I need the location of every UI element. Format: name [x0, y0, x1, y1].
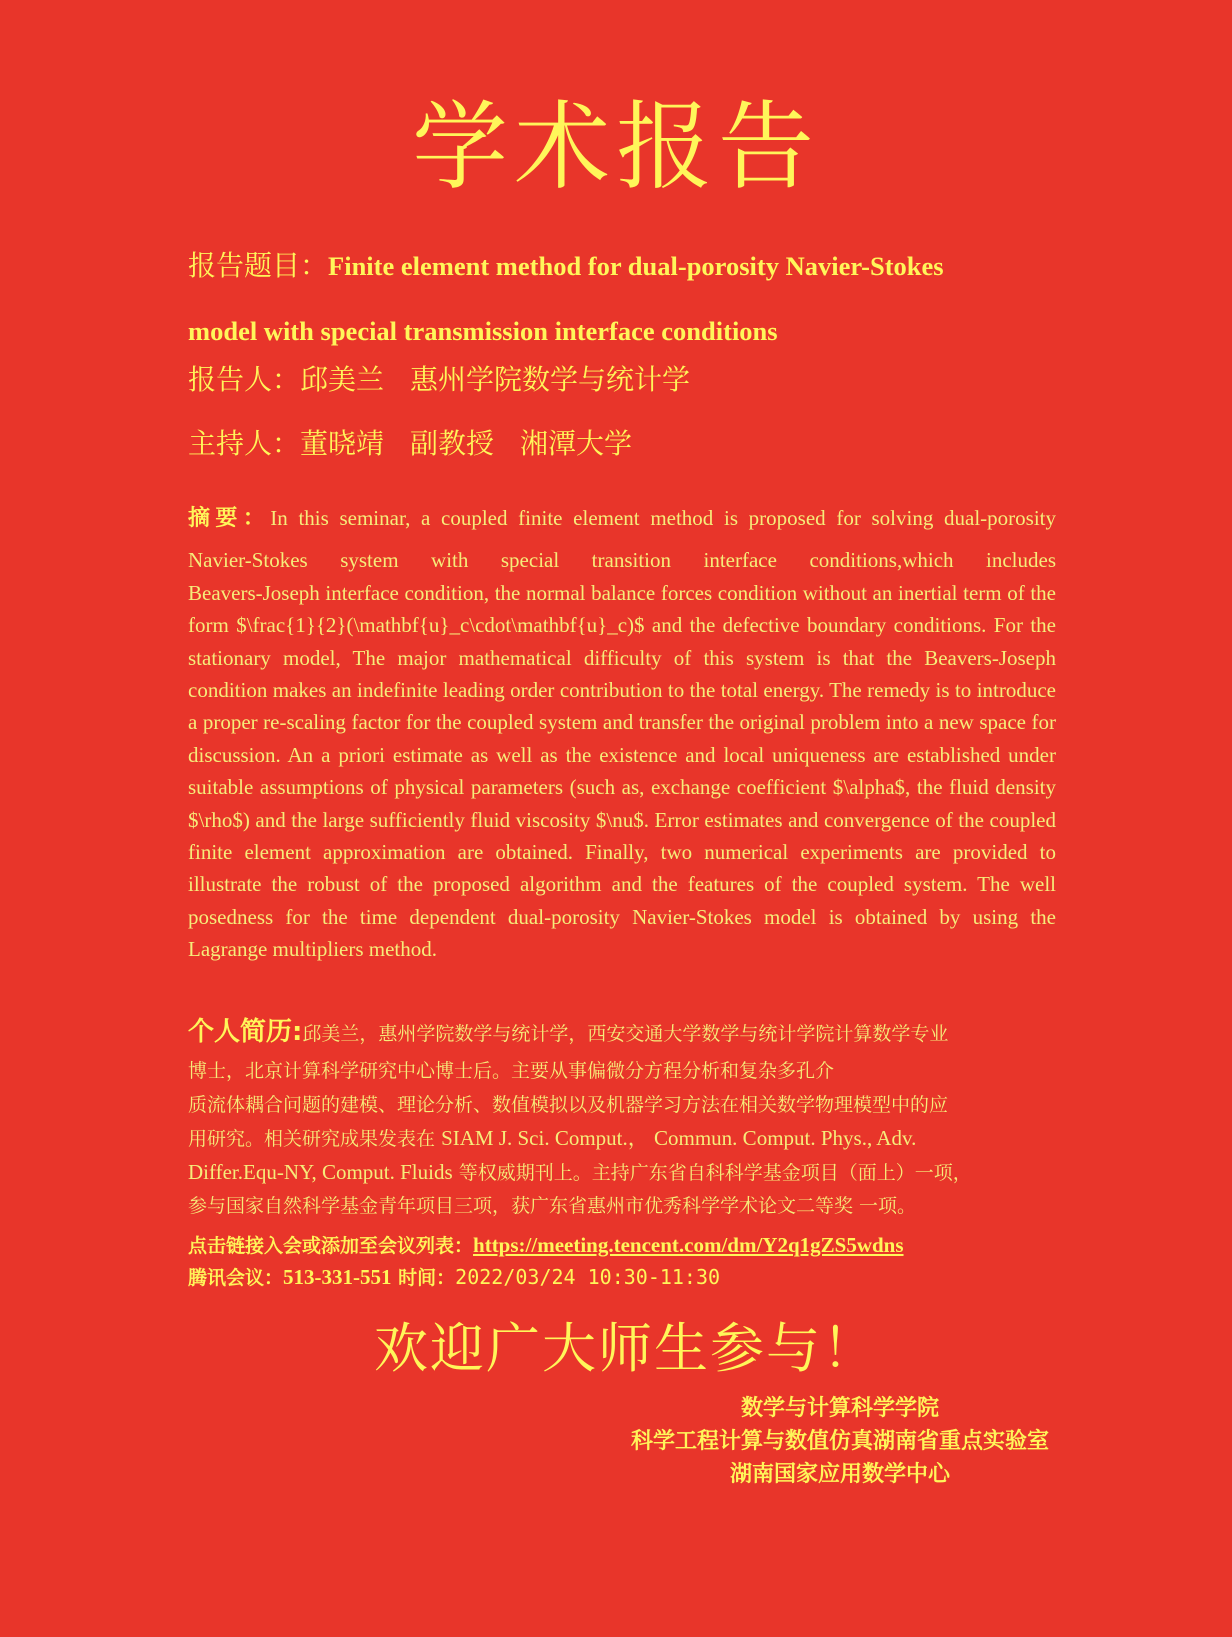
- abstract: [188, 502, 1056, 966]
- bio-line3: 质流体耦合问题的建模、理论分析、数值模拟以及机器学习方法在相关数学物理模型中的应: [188, 1093, 949, 1116]
- meeting-link[interactable]: https://meeting.tencent.com/dm/Y2q1gZS5wdns: [473, 1233, 904, 1257]
- time-label: 时间：: [398, 1267, 456, 1289]
- bio-line4b: SIAM J. Sci. Comput.， Commun. Comput. Phys., Adv.: [441, 1125, 917, 1150]
- bio-line4a: 用研究。相关研究成果发表在: [188, 1127, 436, 1150]
- host-name: 董晓靖: [300, 427, 385, 460]
- meeting-id-line: [188, 1262, 1056, 1294]
- report-topic: [188, 234, 1056, 364]
- speaker-label: 报告人：: [188, 363, 301, 396]
- bio-line1: 邱美兰，惠州学院数学与统计学，西安交通大学数学与统计学院计算数学专业: [302, 1023, 949, 1045]
- host-line: [188, 428, 1056, 460]
- bio-label: 个人简历:: [188, 1017, 303, 1047]
- abstract-label: 摘要：: [188, 506, 271, 531]
- meeting-id-label: 腾讯会议：: [188, 1267, 284, 1289]
- meeting-id: 513-331-551: [283, 1265, 392, 1289]
- speaker-line: [188, 364, 1056, 396]
- topic-value-line1: Finite element method for dual-porosity Navier-Stokes: [328, 251, 944, 281]
- organizer-2: 科学工程计算与数值仿真湖南省重点实验室: [630, 1429, 1049, 1454]
- topic-value-line2: model with special transmission interface conditions: [188, 316, 778, 346]
- organizer-1: 数学与计算科学学院: [740, 1396, 939, 1421]
- meeting-link-line: [188, 1230, 1056, 1262]
- bio: [188, 1016, 1056, 1224]
- meeting-link-label: 点击链接入会或添加至会议列表：: [188, 1235, 474, 1257]
- bio-line5a: Differ.Equ-NY, Comput. Fluids: [188, 1160, 453, 1185]
- abstract-line2: Navier-Stokes system with special transition interface conditions,which includes: [188, 548, 1056, 573]
- bio-line6: 参与国家自然科学基金青年项目三项，获广东省惠州市优秀科学学术论文二等奖 一项。: [188, 1195, 917, 1218]
- bio-line5b: 等权威期刊上。主持广东省自科科学基金项目（面上）一项，: [458, 1162, 972, 1185]
- topic-label: 报告题目：: [188, 249, 329, 282]
- speaker-name: 邱美兰: [300, 363, 385, 396]
- host-label: 主持人：: [188, 427, 301, 460]
- speaker-affiliation: 惠州学院数学与统计学: [410, 363, 691, 396]
- time-value: 2022/03/24 10:30-11:30: [455, 1265, 721, 1289]
- welcome-text: 欢迎广大师生参与！: [374, 1317, 878, 1380]
- abstract-line1: In this seminar, a coupled finite element method is proposed for solving dual-porosity: [270, 506, 1056, 530]
- poster-title: 学术报告: [412, 91, 820, 203]
- organizer-3: 湖南国家应用数学中心: [729, 1462, 950, 1487]
- host-affiliation: 湘潭大学: [520, 427, 633, 460]
- organizers: [610, 1392, 1070, 1491]
- bio-line2: 博士，北京计算科学研究中心博士后。主要从事偏微分方程分析和复杂多孔介: [188, 1060, 835, 1083]
- host-position: 副教授: [410, 427, 495, 460]
- meeting-info: [188, 1230, 1056, 1294]
- abstract-body: Beavers-Joseph interface condition, the normal balance forces condition without an inertial term of the form $\frac{1}{2}(\mathbf{u}_c\cdot\mathbf{u}_c)$ and the defective boundary conditions. For the stationary model, The major mathematical difficulty of this system is that the Beavers-Joseph condition makes an indefinite leading order contribution to the total energy. The remedy is to introduce a proper re-scaling factor for the coupled system and transfer the original problem into a new space for discussion. An a priori estimate as well as the existence and local uniqueness are established under suitable assumptions of physical parameters (such as, exchange coefficient $\alpha$, the fluid density $\rho$) and the large sufficiently fluid viscosity $\nu$. Error estimates and convergence of the coupled finite element approximation are obtained. Finally, two numerical experiments are provided to illustrate the robust of the proposed algorithm and the features of the coupled system. The well posedness for the time dependent dual-porosity Navier-Stokes model is obtained by using the Lagrange multipliers method.: [188, 580, 1056, 962]
